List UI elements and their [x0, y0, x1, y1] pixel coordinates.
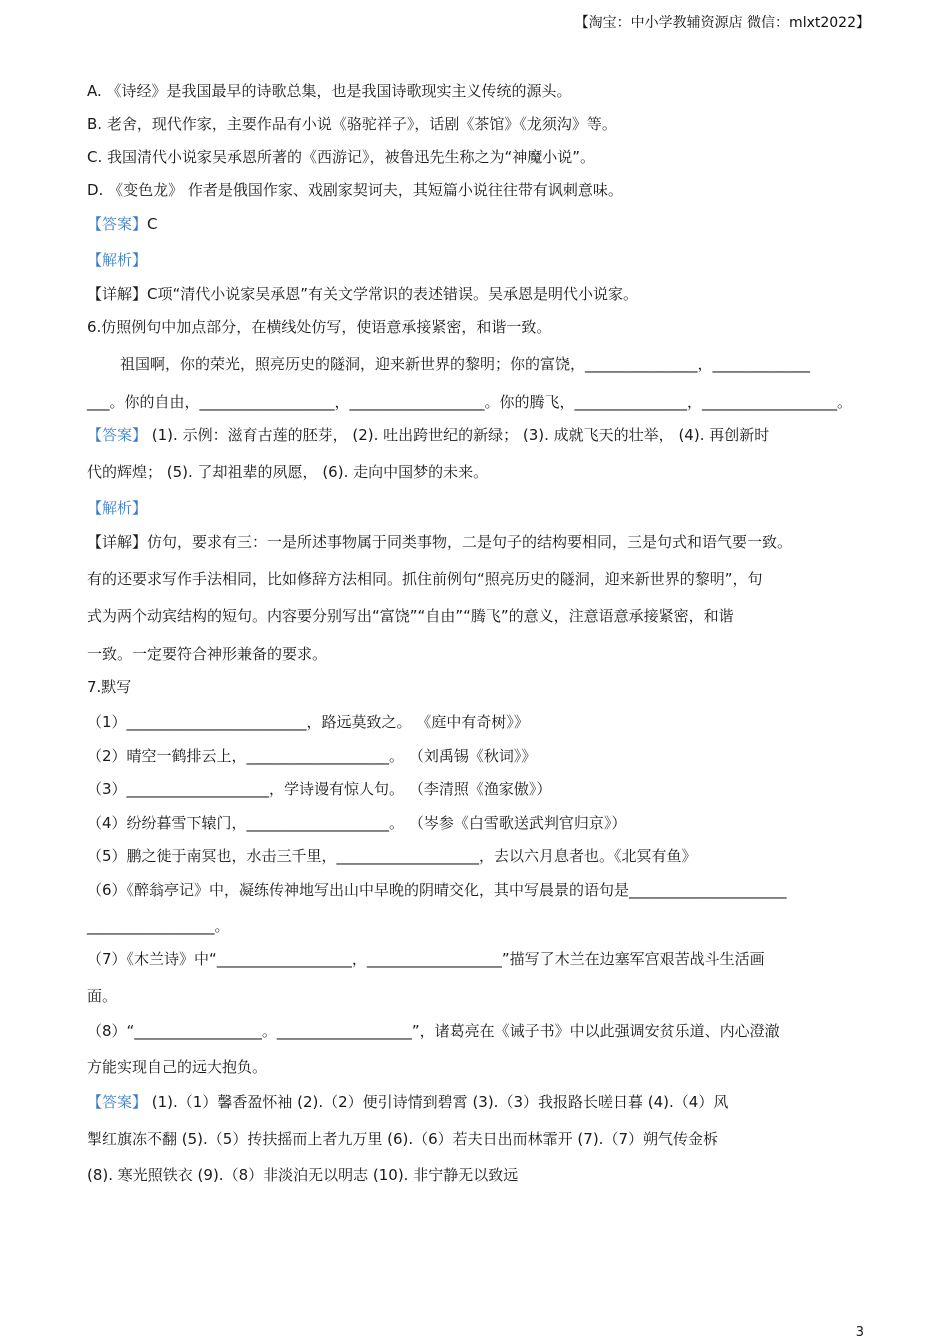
q6-title: 6.仿照例句中加点部分，在横线处仿写，使语意承接紧密，和谐一致。 [87, 318, 552, 336]
page-header: 【淘宝：中小学教辅资源店 微信：mlxt2022】 [574, 15, 870, 31]
q7-item-8-cont: 方能实现自己的远大抱负。 [87, 1058, 268, 1076]
answer-text: (1). 示例：滋育古莲的胚芽， (2). 吐出跨世纪的新绿； (3). 成就飞天的壮举， (4). 再创新时 [147, 426, 770, 444]
q7-item-4: （4）纷纷暮雪下辕门，___________________。 （岑参《白雪歌送武判官归京》） [87, 814, 627, 832]
q6-prompt-line2: ___。你的自由，__________________，__________________。你的腾飞，_______________，__________________。 [87, 393, 853, 411]
q6-prompt-line1: 祖国啊，你的荣光，照亮历史的隧洞，迎来新世界的黎明；你的富饶，_______________，_____________ [120, 355, 811, 373]
q7-item-8: （8）“_________________。__________________”，诸葛亮在《诫子书》中以此强调安贫乐道、内心澄澈 [87, 1022, 780, 1040]
answer-tag: 【答案】 [87, 1093, 148, 1111]
q6-answer-line2: 代的辉煌； (5). 了却祖辈的夙愿， (6). 走向中国梦的未来。 [87, 463, 489, 481]
q6-detail-line1: 【详解】仿句，要求有三：一是所述事物属于同类事物，二是句子的结构要相同，三是句式和语气要一致。 [87, 533, 793, 551]
q7-item-7: （7）《木兰诗》中“__________________，__________________”描写了木兰在边塞军宫艰苦战斗生活画 [87, 950, 765, 968]
q7-answer-line2: 掣红旗冻不翻 (5).（5）抟扶摇而上者九万里 (6).（6）若夫日出而林霏开 (7).（7）朔气传金柝 [87, 1130, 718, 1148]
q5-analysis-tag: 【解析】 [87, 251, 148, 269]
q7-item-6-cont: _________________。 [87, 917, 230, 935]
q7-title: 7.默写 [87, 678, 132, 696]
q7-answer-line1 [87, 1091, 728, 1113]
option-b: B. 老舍，现代作家，主要作品有小说《骆驼祥子》，话剧《茶馆》《龙须沟》等。 [87, 115, 617, 133]
answer-tag: 【答案】 [87, 426, 148, 444]
answer-text: (1).（1）馨香盈怀袖 (2).（2）便引诗情到碧霄 (3).（3）我报路长嗟日暮 (4).（4）风 [147, 1093, 729, 1111]
q7-item-3: （3）___________________，学诗谩有惊人句。 （李清照《渔家傲》） [87, 780, 552, 798]
q7-item-2: （2）晴空一鹤排云上，___________________。 （刘禹锡《秋词》》 [87, 747, 537, 765]
q6-analysis-tag: 【解析】 [87, 499, 148, 517]
q6-detail-line4: 一致。一定要符合神形兼备的要求。 [87, 645, 328, 663]
answer-value: C [147, 215, 158, 233]
q6-answer-line1 [87, 424, 769, 446]
option-a: A. 《诗经》是我国最早的诗歌总集，也是我国诗歌现实主义传统的源头。 [87, 82, 572, 100]
option-d: D. 《变色龙》 作者是俄国作家、戏剧家契诃夫，其短篇小说往往带有讽刺意味。 [87, 181, 623, 199]
q7-answer-line3: (8). 寒光照铁衣 (9).（8）非淡泊无以明志 (10). 非宁静无以致远 [87, 1166, 519, 1184]
q7-item-6: （6）《醉翁亭记》中，凝练传神地写出山中早晚的阴晴交化，其中写晨景的语句是_____________________ [87, 881, 787, 899]
page-number: 3 [855, 1325, 864, 1340]
q7-item-1: （1）________________________，路远莫致之。 《庭中有奇树》》 [87, 713, 529, 731]
q5-answer [87, 213, 158, 235]
q6-detail-line3: 式为两个动宾结构的短句。内容要分别写出“富饶”“自由”“腾飞”的意义，注意语意承接紧密，和谐 [87, 607, 734, 625]
option-c: C. 我国清代小说家吴承恩所著的《西游记》，被鲁迅先生称之为“神魔小说”。 [87, 148, 596, 166]
q7-item-5: （5）鹏之徙于南冥也，水击三千里，___________________，去以六月息者也。《北冥有鱼》 [87, 847, 697, 865]
answer-tag: 【答案】 [87, 215, 148, 233]
q5-detail: 【详解】C项“清代小说家吴承恩”有关文学常识的表述错误。吴承恩是明代小说家。 [87, 285, 639, 303]
q7-item-7-cont: 面。 [87, 987, 118, 1005]
q6-detail-line2: 有的还要求写作手法相同，比如修辞方法相同。抓住前例句“照亮历史的隧洞，迎来新世界的黎明”，句 [87, 570, 763, 588]
